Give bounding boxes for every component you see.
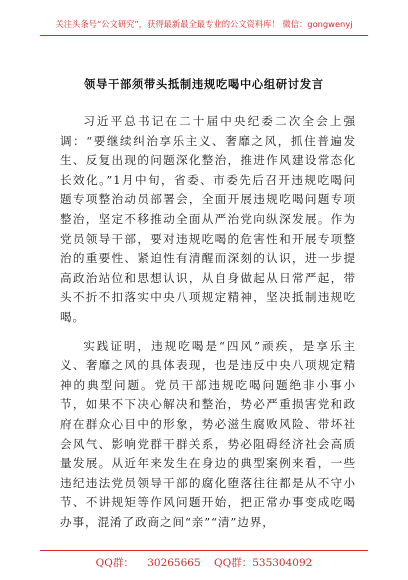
promo-header — [0, 0, 408, 44]
promo-header-text: 关注头条号“公文研究”，获得最新最全最专业的公文资料库！ 微信：gongwenyj — [55, 19, 353, 29]
body-paragraph-1: 习近平总书记在二十届中央纪委二次全会上强调：“要继续纠治享乐主义、奢靡之风，抓住普遍发生、反复出现的问题深化整治，推进作风建设常态化长效化。”1月中旬，省委、市委先后召开违规吃喝问题专项整治动员部署会，全面开展违规吃喝问题专项整治，坚定不移推动全面从严治党向纵深发展。作为党员领导干部，要对违规吃喝的危害性和开展专项整治的重要性、紧迫性有清醒而深刻的认识，进一步提高政治站位和思想认识，从自身做起从日常严起，带头不折不扣落实中央八项规定精神，坚决抵制违规吃喝。 — [60, 114, 356, 324]
body-paragraph-2: 实践证明，违规吃喝是“四风”顽疾，是享乐主义、奢靡之风的具体表现，也是违反中央八项规定精神的典型问题。党员干部违规吃喝问题绝非小事小节，如果不下决心解决和整治，势必严重损害党和政府在群众心目中的形象，势必滋生腐败风险、带坏社会风气、影响党群干群关系，势必阻碍经济社会高质量发展。从近年来发生在身边的典型案例来看，一些违纪违法党员领导干部的腐化堕落往往都是从不守小节、不讲规矩等作风问题开始，把正常办事变成吃喝办事，混淆了政商之间“亲”“清”边界， — [60, 338, 356, 529]
footer-divider — [40, 550, 368, 551]
document-body — [60, 112, 356, 541]
footer-qq-groups: QQ群： 30265665 QQ群：535304092 — [95, 557, 313, 569]
document-title: 领导干部须带头抵制违规吃喝中心组研讨发言 — [84, 77, 324, 91]
footer — [0, 550, 408, 580]
header-divider — [40, 35, 368, 36]
